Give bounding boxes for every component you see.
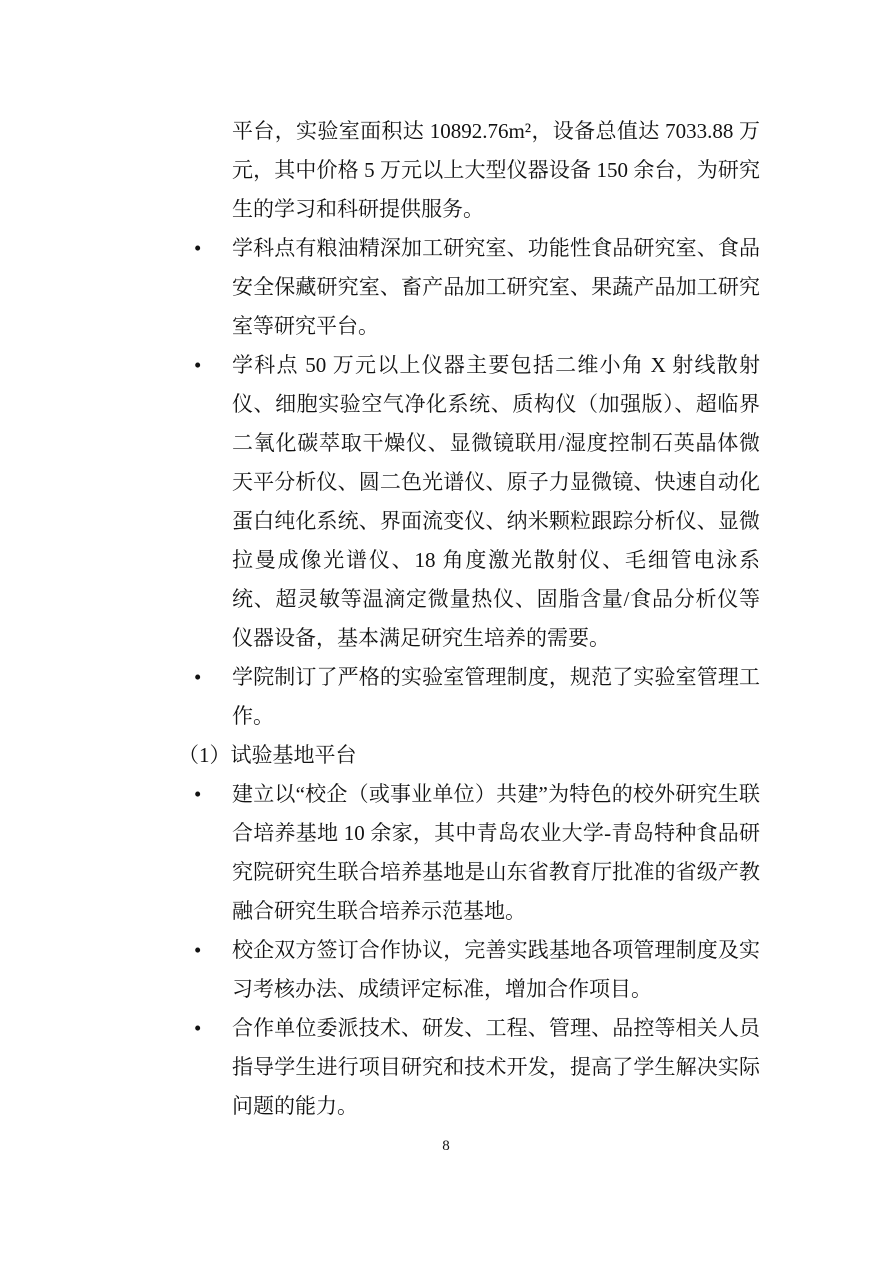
page-number: 8	[442, 1138, 450, 1154]
list-item	[194, 658, 760, 736]
paragraph-text: 平台，实验室面积达 10892.76m²，设备总值达 7033.88 万元，其中价格 5 万元以上大型仪器设备 150 余台，为研究生的学习和科研提供服务。	[232, 119, 760, 221]
paragraph-continuation	[232, 112, 760, 229]
list-item	[194, 229, 760, 346]
bullet-icon: •	[194, 236, 202, 260]
bullet-icon: •	[194, 353, 202, 377]
list-item-text: 学科点有粮油精深加工研究室、功能性食品研究室、食品安全保藏研究室、畜产品加工研究室、果蔬产品加工研究室等研究平台。	[232, 236, 760, 338]
list-item	[194, 346, 760, 658]
list-item-text: 校企双方签订合作协议，完善实践基地各项管理制度及实习考核办法、成绩评定标准，增加合作项目。	[232, 938, 760, 1001]
section-heading	[178, 736, 760, 775]
document-body	[178, 112, 760, 1126]
bullet-icon: •	[194, 782, 202, 806]
list-item	[194, 775, 760, 931]
section-heading-text: （1）试验基地平台	[178, 743, 357, 767]
list-item	[194, 931, 760, 1009]
list-item-text: 学科点 50 万元以上仪器主要包括二维小角 X 射线散射仪、细胞实验空气净化系统、质构仪（加强版）、超临界二氧化碳萃取干燥仪、显微镜联用/湿度控制石英晶体微天平分析仪、圆二色光谱仪、原子力显微镜、快速自动化蛋白纯化系统、界面流变仪、纳米颗粒跟踪分析仪、显微拉曼成像光谱仪、18 角度激光散射仪、毛细管电泳系统、超灵敏等温滴定微量热仪、固脂含量/食品分析仪等仪器设备，基本满足研究生培养的需要。	[232, 353, 760, 650]
bullet-icon: •	[194, 938, 202, 962]
list-item	[194, 1009, 760, 1126]
bullet-icon: •	[194, 1016, 202, 1040]
bullet-icon: •	[194, 665, 202, 689]
list-item-text: 学院制订了严格的实验室管理制度，规范了实验室管理工作。	[232, 665, 760, 728]
list-item-text: 合作单位委派技术、研发、工程、管理、品控等相关人员指导学生进行项目研究和技术开发，提高了学生解决实际问题的能力。	[232, 1016, 760, 1118]
list-item-text: 建立以“校企（或事业单位）共建”为特色的校外研究生联合培养基地 10 余家，其中青岛农业大学-青岛特种食品研究院研究生联合培养基地是山东省教育厅批准的省级产教融合研究生联合培养示范基地。	[232, 782, 760, 923]
